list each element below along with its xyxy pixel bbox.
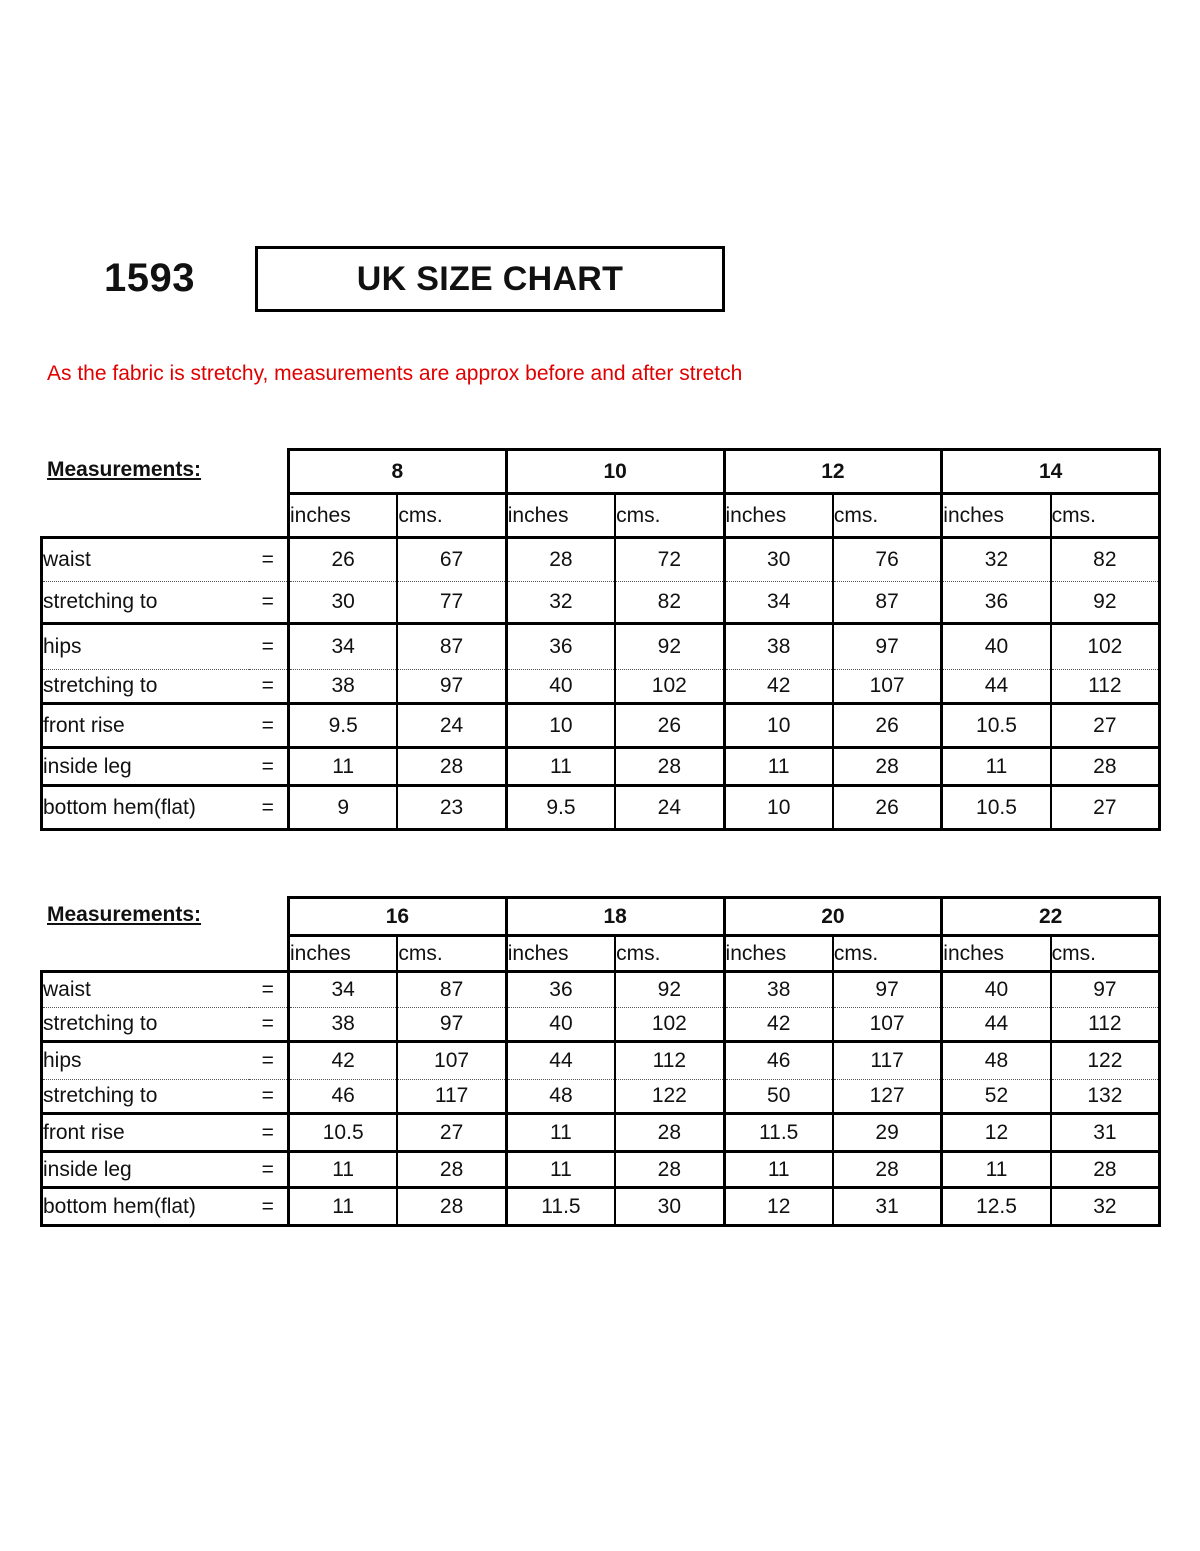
equals-sign: = (249, 1152, 289, 1188)
value-cell: 127 (833, 1080, 942, 1114)
unit-inches: inches (506, 936, 615, 972)
value-cell: 27 (397, 1114, 506, 1152)
equals-sign: = (249, 704, 289, 748)
stretch-note: As the fabric is stretchy, measurements are approx before and after stretch (47, 362, 743, 385)
value-cell: 92 (615, 972, 724, 1008)
value-cell: 107 (833, 1008, 942, 1042)
value-cell: 48 (942, 1042, 1051, 1080)
header-blank (42, 898, 289, 936)
value-cell: 31 (1051, 1114, 1160, 1152)
value-cell: 102 (615, 1008, 724, 1042)
value-cell: 112 (615, 1042, 724, 1080)
table-row (42, 1042, 1160, 1080)
value-cell: 44 (506, 1042, 615, 1080)
unit-cms: cms. (833, 494, 942, 538)
value-cell: 23 (397, 786, 506, 830)
value-cell: 36 (506, 972, 615, 1008)
value-cell: 52 (942, 1080, 1051, 1114)
value-cell: 28 (615, 1114, 724, 1152)
value-cell: 87 (397, 972, 506, 1008)
equals-sign: = (249, 972, 289, 1008)
value-cell: 46 (724, 1042, 833, 1080)
table-row (42, 1188, 1160, 1226)
equals-sign: = (249, 786, 289, 830)
value-cell: 40 (506, 1008, 615, 1042)
value-cell: 92 (1051, 582, 1160, 624)
chart-title: UK SIZE CHART (356, 259, 624, 298)
value-cell: 30 (724, 538, 833, 582)
row-label: stretching to (42, 582, 249, 624)
value-cell: 30 (615, 1188, 724, 1226)
value-cell: 107 (833, 670, 942, 704)
row-label: bottom hem(flat) (42, 786, 249, 830)
value-cell: 32 (942, 538, 1051, 582)
unit-inches: inches (289, 494, 398, 538)
row-label: front rise (42, 704, 249, 748)
unit-cms: cms. (615, 494, 724, 538)
value-cell: 9 (289, 786, 398, 830)
value-cell: 102 (615, 670, 724, 704)
value-cell: 122 (1051, 1042, 1160, 1080)
product-code: 1593 (104, 256, 195, 300)
value-cell: 26 (615, 704, 724, 748)
table-row (42, 704, 1160, 748)
equals-sign: = (261, 1012, 274, 1035)
table-row (42, 624, 1160, 670)
value-cell: 38 (289, 670, 398, 704)
row-label: stretching to (42, 670, 249, 704)
table-row (42, 1080, 1160, 1114)
value-cell: 38 (289, 1008, 398, 1042)
size-header-10: 10 (506, 450, 724, 494)
row-label: stretching to (42, 1008, 249, 1042)
value-cell: 11.5 (506, 1188, 615, 1226)
row-label: bottom hem(flat) (42, 1188, 249, 1226)
value-cell: 82 (615, 582, 724, 624)
size-header-20: 20 (724, 898, 942, 936)
unit-inches: inches (942, 494, 1051, 538)
value-cell: 27 (1051, 786, 1160, 830)
unit-inches: inches (724, 494, 833, 538)
value-cell: 112 (1051, 1008, 1160, 1042)
value-cell: 132 (1051, 1080, 1160, 1114)
value-cell: 24 (615, 786, 724, 830)
table-row (42, 538, 1160, 582)
row-label: inside leg (42, 1152, 249, 1188)
unit-cms: cms. (615, 936, 724, 972)
table-row (42, 748, 1160, 786)
value-cell: 107 (397, 1042, 506, 1080)
equals-sign: = (249, 538, 289, 582)
header-blank (42, 450, 289, 494)
unit-header-row (42, 936, 1160, 972)
unit-inches: inches (942, 936, 1051, 972)
table-row (42, 1152, 1160, 1188)
equals-sign: = (249, 1042, 289, 1080)
value-cell: 48 (506, 1080, 615, 1114)
unit-cms: cms. (397, 494, 506, 538)
value-cell: 42 (724, 670, 833, 704)
value-cell: 11 (289, 1188, 398, 1226)
measurements-label-2: Measurements: (47, 903, 202, 926)
row-label: waist (42, 972, 249, 1008)
value-cell: 27 (1051, 704, 1160, 748)
value-cell: 97 (833, 972, 942, 1008)
size-header-18: 18 (506, 898, 724, 936)
header-blank (42, 936, 289, 972)
unit-cms: cms. (397, 936, 506, 972)
value-cell: 26 (833, 704, 942, 748)
unit-cms: cms. (833, 936, 942, 972)
value-cell: 28 (833, 748, 942, 786)
unit-inches: inches (506, 494, 615, 538)
equals-sign: = (249, 624, 289, 670)
unit-cms: cms. (1051, 494, 1160, 538)
value-cell: 87 (833, 582, 942, 624)
size-table-1 (40, 448, 1161, 831)
value-cell: 72 (615, 538, 724, 582)
table-row (42, 582, 1160, 624)
value-cell: 40 (942, 624, 1051, 670)
value-cell: 77 (397, 582, 506, 624)
value-cell: 32 (1051, 1188, 1160, 1226)
header-blank (42, 494, 289, 538)
value-cell: 97 (397, 670, 506, 704)
value-cell: 28 (506, 538, 615, 582)
value-cell: 10.5 (942, 786, 1051, 830)
value-cell: 11 (942, 748, 1051, 786)
value-cell: 11 (506, 1114, 615, 1152)
value-cell: 97 (397, 1008, 506, 1042)
value-cell: 11 (724, 1152, 833, 1188)
value-cell: 40 (942, 972, 1051, 1008)
value-cell: 26 (833, 786, 942, 830)
value-cell: 28 (1051, 748, 1160, 786)
value-cell: 34 (724, 582, 833, 624)
value-cell: 102 (1051, 624, 1160, 670)
value-cell: 31 (833, 1188, 942, 1226)
value-cell: 11 (506, 748, 615, 786)
size-header-row (42, 450, 1160, 494)
value-cell: 38 (724, 624, 833, 670)
size-header-row (42, 898, 1160, 936)
value-cell: 9.5 (506, 786, 615, 830)
value-cell: 28 (397, 748, 506, 786)
value-cell: 46 (289, 1080, 398, 1114)
value-cell: 11 (942, 1152, 1051, 1188)
table-row (42, 972, 1160, 1008)
value-cell: 28 (397, 1188, 506, 1226)
value-cell: 122 (615, 1080, 724, 1114)
table-row (42, 1008, 1160, 1042)
unit-inches: inches (724, 936, 833, 972)
value-cell: 28 (615, 748, 724, 786)
table-row (42, 1114, 1160, 1152)
value-cell: 11 (289, 1152, 398, 1188)
value-cell: 10.5 (289, 1114, 398, 1152)
value-cell: 87 (397, 624, 506, 670)
unit-cms: cms. (1051, 936, 1160, 972)
value-cell: 29 (833, 1114, 942, 1152)
value-cell: 97 (833, 624, 942, 670)
value-cell: 10 (724, 786, 833, 830)
value-cell: 117 (833, 1042, 942, 1080)
equals-sign: = (261, 590, 274, 613)
unit-inches: inches (289, 936, 398, 972)
table-row (42, 670, 1160, 704)
value-cell: 32 (506, 582, 615, 624)
row-label: stretching to (42, 1080, 249, 1114)
value-cell: 11.5 (724, 1114, 833, 1152)
value-cell: 34 (289, 972, 398, 1008)
size-table-2 (40, 896, 1161, 1227)
value-cell: 44 (942, 670, 1051, 704)
unit-header-row (42, 494, 1160, 538)
chart-title-box (255, 246, 725, 312)
row-label: front rise (42, 1114, 249, 1152)
value-cell: 9.5 (289, 704, 398, 748)
value-cell: 12 (942, 1114, 1051, 1152)
equals-sign: = (249, 1188, 289, 1226)
value-cell: 40 (506, 670, 615, 704)
value-cell: 36 (506, 624, 615, 670)
size-header-16: 16 (289, 898, 507, 936)
equals-sign: = (249, 748, 289, 786)
value-cell: 10 (724, 704, 833, 748)
measurements-label-1: Measurements: (47, 458, 202, 481)
size-header-14: 14 (942, 450, 1160, 494)
table-row (42, 786, 1160, 830)
value-cell: 10 (506, 704, 615, 748)
value-cell: 28 (615, 1152, 724, 1188)
value-cell: 112 (1051, 670, 1160, 704)
value-cell: 97 (1051, 972, 1160, 1008)
value-cell: 12.5 (942, 1188, 1051, 1226)
value-cell: 30 (289, 582, 398, 624)
value-cell: 50 (724, 1080, 833, 1114)
size-header-12: 12 (724, 450, 942, 494)
value-cell: 11 (724, 748, 833, 786)
equals-sign: = (261, 674, 274, 697)
value-cell: 67 (397, 538, 506, 582)
value-cell: 24 (397, 704, 506, 748)
row-label: hips (42, 624, 249, 670)
size-header-22: 22 (942, 898, 1160, 936)
value-cell: 34 (289, 624, 398, 670)
value-cell: 28 (833, 1152, 942, 1188)
value-cell: 11 (506, 1152, 615, 1188)
row-label: hips (42, 1042, 249, 1080)
value-cell: 42 (724, 1008, 833, 1042)
value-cell: 12 (724, 1188, 833, 1226)
value-cell: 82 (1051, 538, 1160, 582)
row-label: inside leg (42, 748, 249, 786)
equals-sign: = (261, 1084, 274, 1107)
size-header-8: 8 (289, 450, 507, 494)
value-cell: 26 (289, 538, 398, 582)
value-cell: 42 (289, 1042, 398, 1080)
value-cell: 44 (942, 1008, 1051, 1042)
value-cell: 117 (397, 1080, 506, 1114)
value-cell: 28 (397, 1152, 506, 1188)
row-label: waist (42, 538, 249, 582)
value-cell: 76 (833, 538, 942, 582)
value-cell: 11 (289, 748, 398, 786)
equals-sign: = (249, 1114, 289, 1152)
value-cell: 38 (724, 972, 833, 1008)
value-cell: 10.5 (942, 704, 1051, 748)
value-cell: 28 (1051, 1152, 1160, 1188)
value-cell: 92 (615, 624, 724, 670)
value-cell: 36 (942, 582, 1051, 624)
